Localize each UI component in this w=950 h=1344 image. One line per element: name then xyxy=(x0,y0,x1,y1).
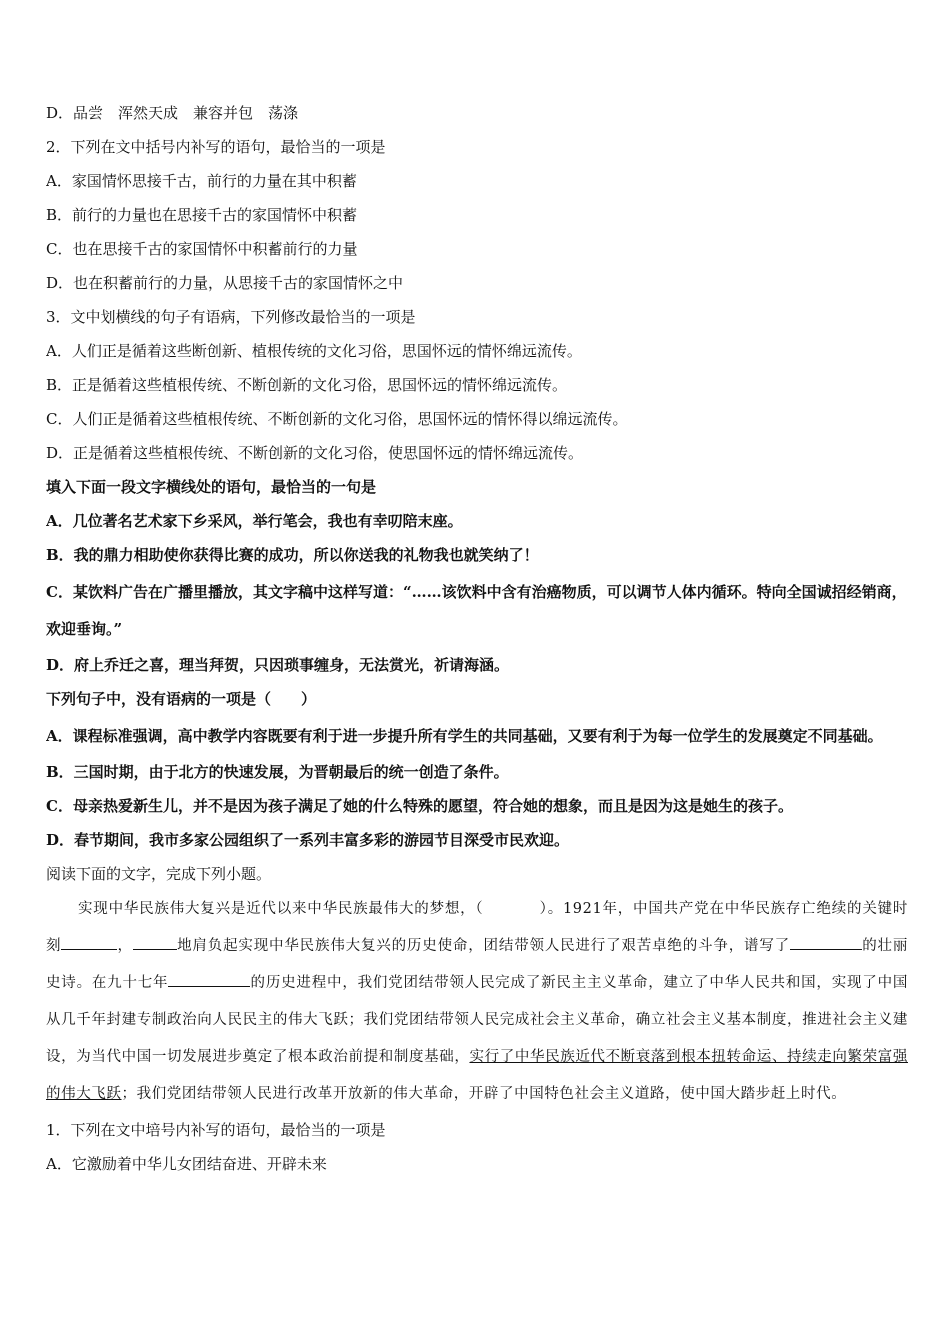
option-line: C．人们正是循着这些植根传统、不断创新的文化习俗，思国怀远的情怀得以绵远流传。 xyxy=(46,410,628,428)
option-line: D．品尝 浑然天成 兼容并包 荡涤 xyxy=(46,104,299,122)
option-line: A．几位著名艺术家下乡采风，举行笔会，我也有幸叨陪末座。 xyxy=(46,512,463,530)
option-line: D．府上乔迁之喜，理当拜贺，只因琐事缠身，无法赏光，祈请海涵。 xyxy=(46,656,510,674)
option-line: A．课程标准强调，高中教学内容既要有利于进一步提升所有学生的共同基础，又要有利于为每一位学生的发展奠定不同基础。 xyxy=(46,727,883,745)
question-stem: 1．下列在文中培号内补写的语句，最恰当的一项是 xyxy=(46,1121,386,1139)
question-stem: 下列句子中，没有语病的一项是（ ） xyxy=(46,690,317,708)
option-line: A．人们正是循着这些断创新、植根传统的文化习俗，思国怀远的情怀绵远流传。 xyxy=(46,342,582,360)
option-line: C．也在思接千古的家国情怀中积蓄前行的力量 xyxy=(46,240,358,258)
reading-intro: 阅读下面的文字，完成下列小题。 xyxy=(46,865,272,883)
underlined-sentence: 实行了中华民族近代不断衰落到根本扭转命运、持续走向繁荣富强的伟大飞跃 xyxy=(46,1049,908,1102)
reading-passage: 实现中华民族伟大复兴是近代以来中华民族最伟大的梦想，（ ）。1921年，中国共产党在中华民族存亡绝续的关键时刻 ， 地肩负起实现中华民族伟大复兴的历史使命，团结带领人民进行了艰苦卓绝的斗争，谱写了 的壮丽史诗。在九十七年 的历史进程中，我们党团结带领人民完成了新民主主义革命，建立了中华人民共和国，实现了中国从几千年封建专制政治向人民民主的伟大飞跃；我们党团结带领人民完成社会主义革命，确立社会主义基本制度，推进社会主义建设，为当代中国一切发展进步奠定了根本政治前提和制度基础，实行了中华民族近代不断衰落到根本扭转命运、持续走向繁荣富强的伟大飞跃；我们党团结带领人民进行改革开放新的伟大革命，开辟了中国特色社会主义道路，使中国大踏步赶上时代。 xyxy=(46,901,908,1102)
question-stem: 填入下面一段文字横线处的语句，最恰当的一句是 xyxy=(46,478,377,496)
option-line: B．正是循着这些植根传统、不断创新的文化习俗，思国怀远的情怀绵远流传。 xyxy=(46,376,568,394)
option-line: A．它激励着中华儿女团结奋进、开辟未来 xyxy=(46,1155,327,1173)
option-line: D．也在积蓄前行的力量，从思接千古的家国情怀之中 xyxy=(46,274,404,292)
option-line: B．三国时期，由于北方的快速发展，为晋朝最后的统一创造了条件。 xyxy=(46,763,509,781)
option-line: B．前行的力量也在思接千古的家国情怀中积蓄 xyxy=(46,206,358,224)
option-line: D．春节期间，我市多家公园组织了一系列丰富多彩的游园节目深受市民欢迎。 xyxy=(46,831,570,849)
document-page xyxy=(46,96,908,1181)
option-line: A．家国情怀思接千古，前行的力量在其中积蓄 xyxy=(46,172,357,190)
option-line: D．正是循着这些植根传统、不断创新的文化习俗，使思国怀远的情怀绵远流传。 xyxy=(46,444,584,462)
option-line: B．我的鼎力相助使你获得比赛的成功，所以你送我的礼物我也就笑纳了！ xyxy=(46,546,539,564)
option-line: C．母亲热爱新生儿，并不是因为孩子满足了她的什么特殊的愿望，符合她的想象，而且是因为这是她生的孩子。 xyxy=(46,797,793,815)
question-stem: 3．文中划横线的句子有语病，下列修改最恰当的一项是 xyxy=(46,308,416,326)
option-line: C．某饮料广告在广播里播放，其文字稿中这样写道：“……该饮料中含有治癌物质，可以调节人体内循环。特向全国诚招经销商，欢迎垂询。” xyxy=(46,583,907,638)
question-stem: 2．下列在文中括号内补写的语句，最恰当的一项是 xyxy=(46,138,386,156)
